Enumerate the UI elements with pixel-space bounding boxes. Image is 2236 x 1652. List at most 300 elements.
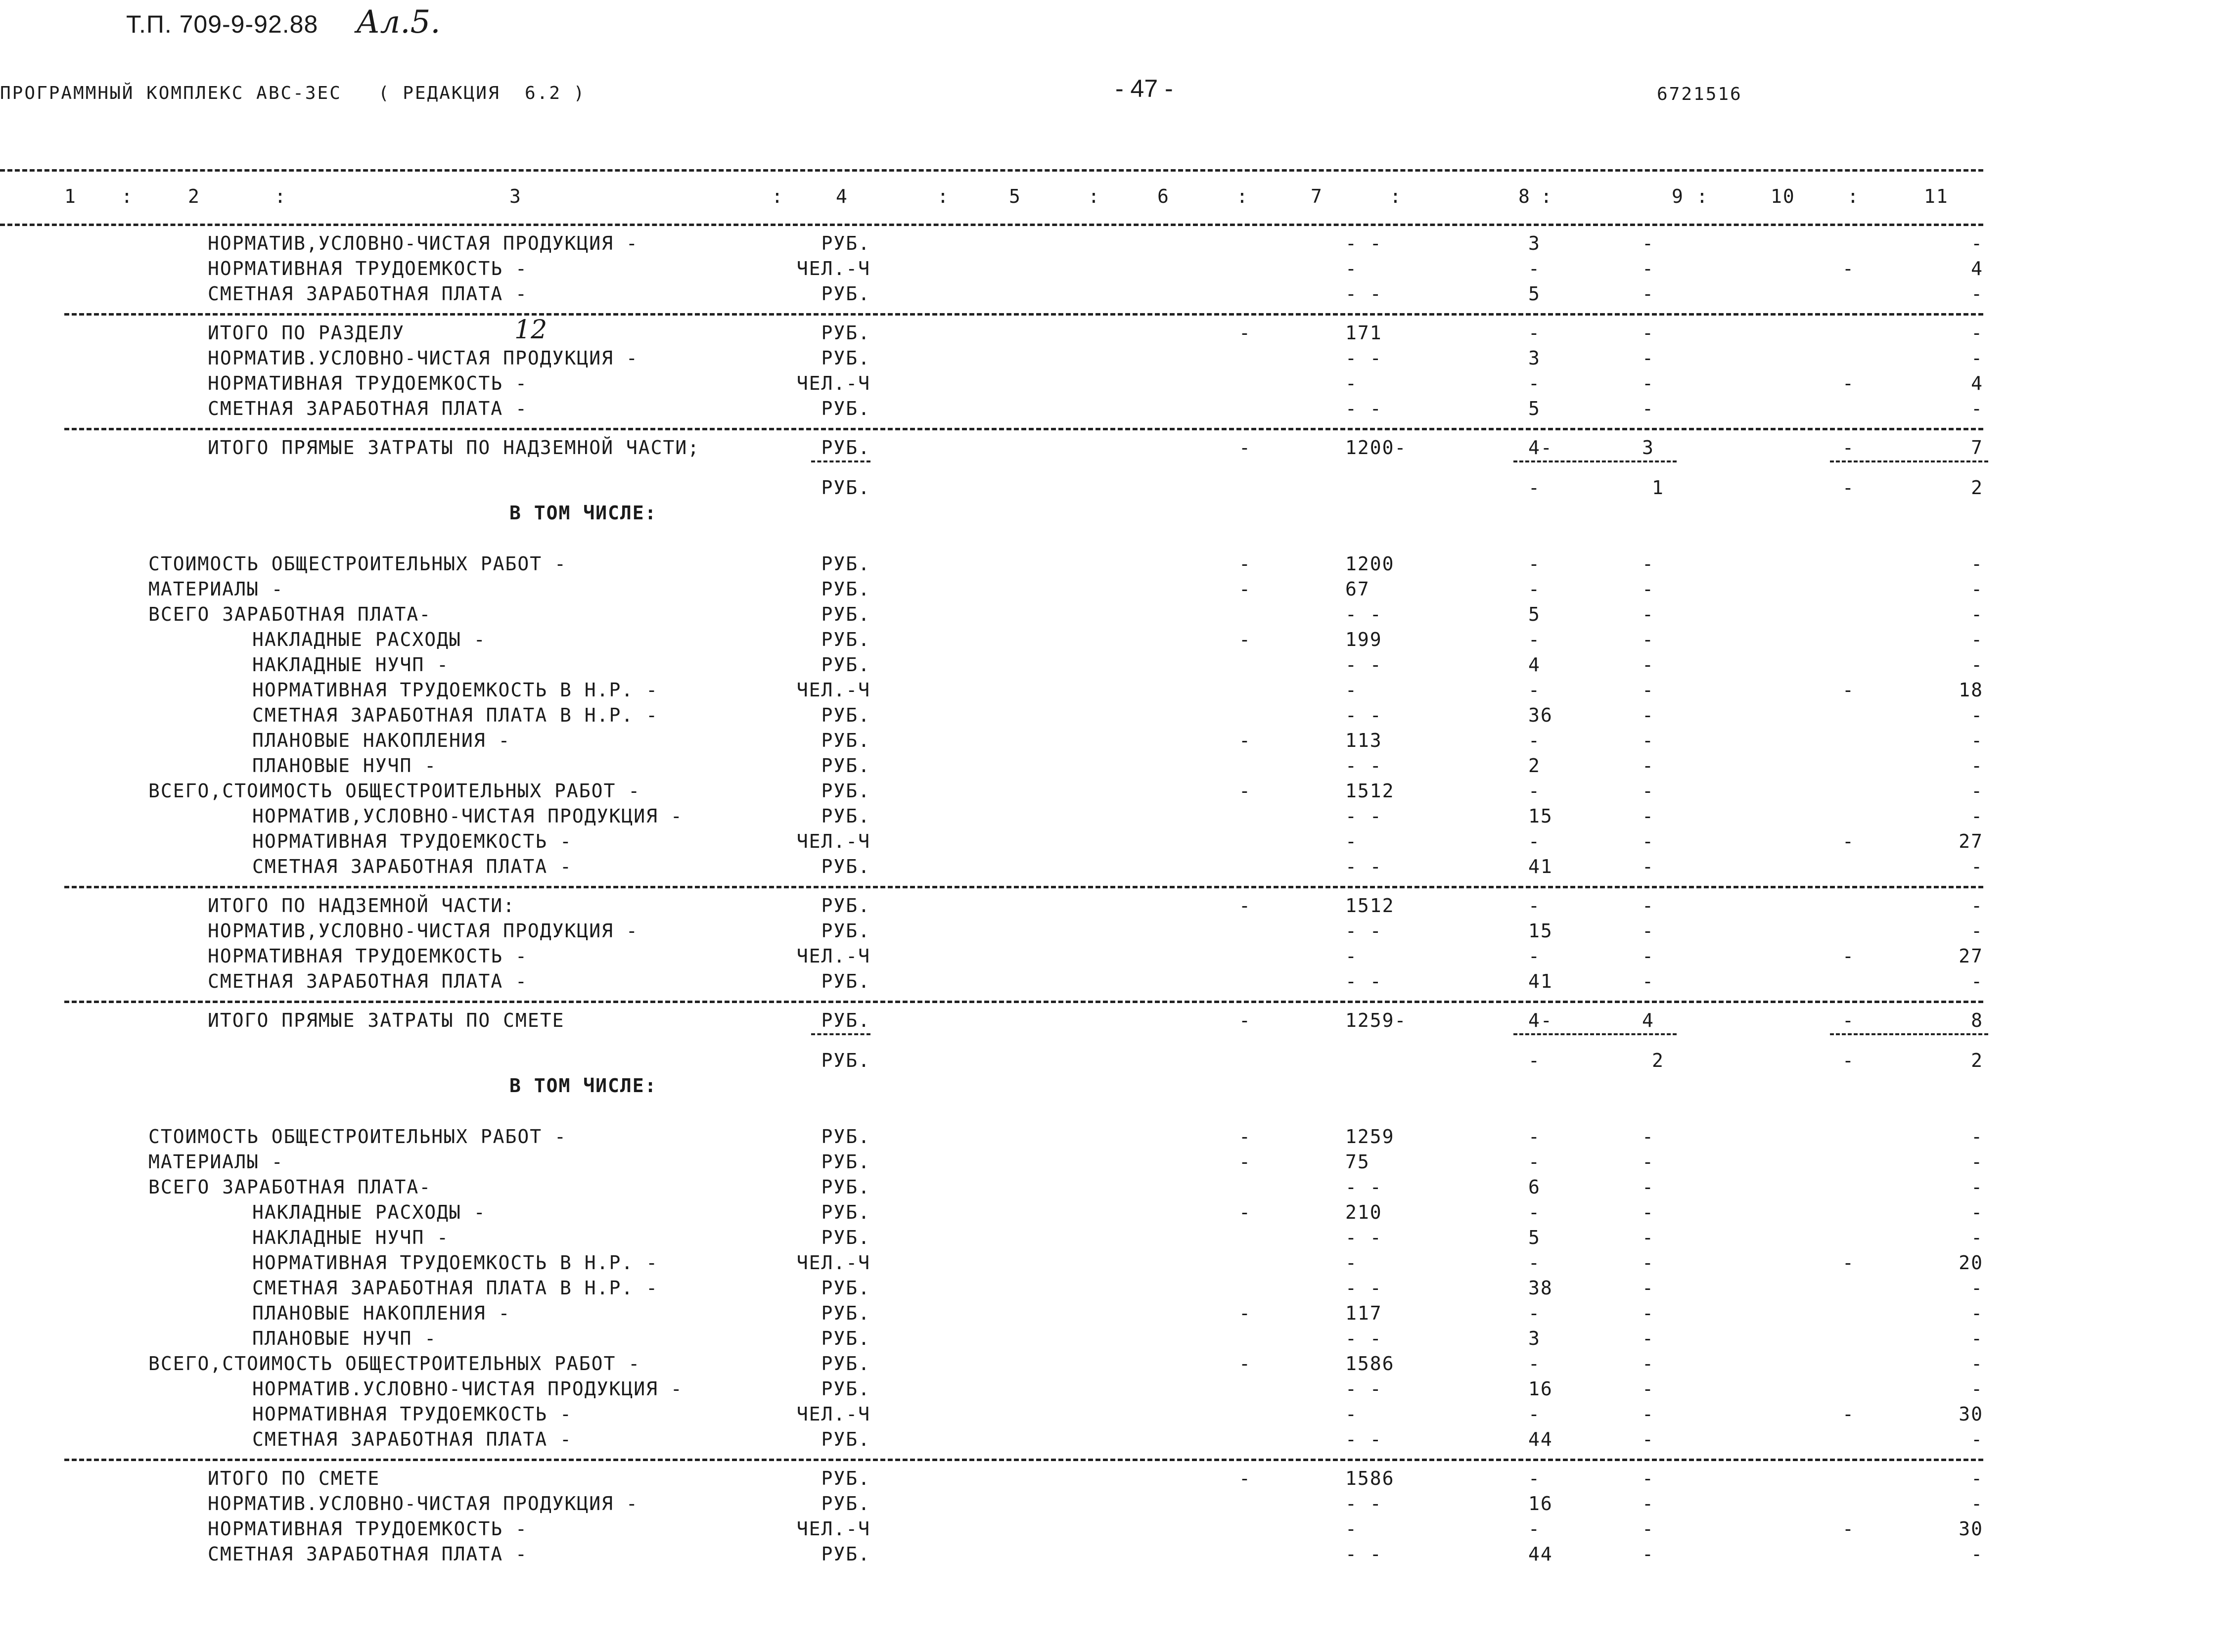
cell-col9: - [1642,1201,1654,1223]
cell-col8: 5 [1528,1227,1541,1248]
cell-col6: - [1239,895,1251,917]
cell-col8: 44 [1528,1543,1553,1565]
cell-col7: 1512 [1345,895,1395,917]
section-subheading: В ТОМ ЧИСЛЕ: [509,502,657,524]
row-label: МАТЕРИАЛЫ - [148,578,284,600]
cell-col9: - [1642,603,1654,625]
row-unit: ЧЕЛ.-Ч [796,1518,870,1540]
cell-col11: - [1971,398,1983,419]
value-underline [1513,1033,1677,1035]
column-separator: : [772,185,784,207]
cell-col7: - [1345,945,1358,967]
cell-col8: 41 [1528,856,1553,877]
row-label: СМЕТНАЯ ЗАРАБОТНАЯ ПЛАТА - [252,1428,572,1450]
cell-col9: - [1642,945,1654,967]
row-unit: РУБ. [821,1378,870,1400]
cell-col7: - - [1345,1543,1382,1565]
row-label: ПЛАНОВЫЕ НАКОПЛЕНИЯ - [252,730,511,751]
cell-col8: 16 [1528,1493,1553,1514]
cell-col11: - [1971,730,1983,751]
row-unit: РУБ. [821,1201,870,1223]
column-number: 4 [836,185,848,207]
row-unit: ЧЕЛ.-Ч [796,372,870,394]
row-label: СМЕТНАЯ ЗАРАБОТНАЯ ПЛАТА - [208,398,528,419]
cell-col11: - [1971,1378,1983,1400]
row-unit: РУБ. [821,730,870,751]
cell-col9: - [1642,856,1654,877]
cell-col11: - [1971,970,1983,992]
column-separator: : [1847,185,1860,207]
cell-col9: - [1642,755,1654,777]
cell-col10: - [1842,477,1855,499]
cell-col11: - [1971,347,1983,369]
cell-col11: 2 [1971,477,1983,499]
row-label: СМЕТНАЯ ЗАРАБОТНАЯ ПЛАТА В Н.Р. - [252,704,658,726]
column-separator: : [1088,185,1100,207]
row-unit: РУБ. [821,654,870,676]
row-label: НАКЛАДНЫЕ РАСХОДЫ - [252,629,486,650]
row-label: ИТОГО ПО РАЗДЕЛУ [208,322,405,344]
cell-col11: - [1971,553,1983,575]
cell-col8: 3 [1528,1328,1541,1349]
row-label: НОРМАТИВНАЯ ТРУДОЕМКОСТЬ - [252,1403,572,1425]
cell-col11: 27 [1959,945,1983,967]
cell-col11: - [1971,1126,1983,1147]
column-separator: : [121,185,134,207]
cell-col7: - - [1345,1493,1382,1514]
cell-col8: 5 [1528,603,1541,625]
cell-col11: - [1971,755,1983,777]
column-number: 10 [1771,185,1795,207]
cell-col8: - [1528,780,1541,802]
cell-col7: - - [1345,1176,1382,1198]
row-label: СМЕТНАЯ ЗАРАБОТНАЯ ПЛАТА В Н.Р. - [252,1277,658,1299]
row-unit: ЧЕЛ.-Ч [796,1403,870,1425]
cell-col7: - - [1345,755,1382,777]
row-label: НАКЛАДНЫЕ НУЧП - [252,1227,450,1248]
column-separator: : [1236,185,1249,207]
cell-col7: - - [1345,805,1382,827]
cell-col11: 27 [1959,830,1983,852]
cell-col7: 1586 [1345,1468,1395,1489]
cell-col11: - [1971,1328,1983,1349]
cell-col11: 30 [1959,1518,1983,1540]
row-unit: РУБ. [821,347,870,369]
column-separator: : [1541,185,1553,207]
value-underline [1830,460,1988,462]
row-unit: РУБ. [821,1328,870,1349]
cell-col6: - [1239,1151,1251,1173]
cell-col8: - [1528,322,1541,344]
cell-col9: - [1642,322,1654,344]
cell-col6: - [1239,553,1251,575]
cell-col7: - - [1345,970,1382,992]
cell-col9: - [1642,1302,1654,1324]
column-number: 3 [509,185,522,207]
cell-col8: - [1528,1403,1541,1425]
cell-col9: - [1642,1493,1654,1514]
row-label: ПЛАНОВЫЕ НАКОПЛЕНИЯ - [252,1302,511,1324]
row-unit: РУБ. [821,603,870,625]
cell-col8: 3 [1528,347,1541,369]
row-label: НОРМАТИВ.УСЛОВНО-ЧИСТАЯ ПРОДУКЦИЯ - [208,1493,639,1514]
cell-col7: - [1345,1403,1358,1425]
cell-col10: - [1842,830,1855,852]
cell-col9: - [1642,372,1654,394]
value-underline [1830,1033,1988,1035]
row-label: НОРМАТИВНАЯ ТРУДОЕМКОСТЬ - [208,258,528,279]
cell-col9: 1 [1652,477,1664,499]
row-unit: РУБ. [821,1493,870,1514]
cell-col7: - [1345,1252,1358,1274]
cell-col10: - [1842,945,1855,967]
cell-col7: - - [1345,704,1382,726]
row-label: НОРМАТИВНАЯ ТРУДОЕМКОСТЬ В Н.Р. - [252,679,658,701]
cell-col7: - - [1345,283,1382,305]
document-stamp: Т.П. 709-9-92.88 [126,10,319,38]
cell-col11: - [1971,1353,1983,1375]
column-number: 1 [64,185,77,207]
cell-col7: 1200 [1345,553,1395,575]
cell-col9: - [1642,553,1654,575]
cell-col11: - [1971,603,1983,625]
row-label: ИТОГО ПО НАДЗЕМНОЙ ЧАСТИ: [208,895,515,917]
column-separator: : [937,185,950,207]
row-unit: РУБ. [821,1010,870,1031]
cell-col8: - [1528,553,1541,575]
cell-col8: - [1528,679,1541,701]
cell-col8: 15 [1528,805,1553,827]
cell-col7: - - [1345,232,1382,254]
cell-col8: - [1528,1302,1541,1324]
cell-col9: 3 [1642,437,1654,459]
cell-col11: - [1971,1277,1983,1299]
unit-underline [811,1033,870,1035]
cell-col9: - [1642,1378,1654,1400]
top-rule [0,169,1983,172]
cell-col7: - [1345,679,1358,701]
row-unit: РУБ. [821,1227,870,1248]
cell-col7: - - [1345,1277,1382,1299]
cell-col8: 38 [1528,1277,1553,1299]
cell-col9: - [1642,730,1654,751]
cell-col7: 113 [1345,730,1382,751]
cell-col9: - [1642,1277,1654,1299]
section-rule [64,313,1983,316]
cell-col11: - [1971,1428,1983,1450]
cell-col9: - [1642,578,1654,600]
cell-col6: - [1239,1201,1251,1223]
cell-col8: - [1528,1050,1541,1071]
cell-col9: - [1642,232,1654,254]
cell-col9: - [1642,1403,1654,1425]
cell-col7: - - [1345,603,1382,625]
cell-col7: 1586 [1345,1353,1395,1375]
row-label: НОРМАТИВ,УСЛОВНО-ЧИСТАЯ ПРОДУКЦИЯ - [208,920,639,942]
cell-col8: - [1528,1252,1541,1274]
row-label: НАКЛАДНЫЕ НУЧП - [252,654,450,676]
row-unit: РУБ. [821,1176,870,1198]
cell-col11: - [1971,1176,1983,1198]
cell-col9: - [1642,1468,1654,1489]
cell-col6: - [1239,437,1251,459]
row-unit: РУБ. [821,553,870,575]
cell-col11: - [1971,895,1983,917]
cell-col9: - [1642,1428,1654,1450]
cell-col7: - - [1345,1227,1382,1248]
cell-col11: - [1971,629,1983,650]
cell-col11: - [1971,232,1983,254]
cell-col6: - [1239,1126,1251,1147]
cell-col7: 1200- [1345,437,1407,459]
row-unit: РУБ. [821,780,870,802]
cell-col9: - [1642,258,1654,279]
row-unit: РУБ. [821,1428,870,1450]
row-label: СМЕТНАЯ ЗАРАБОТНАЯ ПЛАТА - [208,1543,528,1565]
cell-col6: - [1239,1302,1251,1324]
cell-col7: - [1345,1518,1358,1540]
row-unit: РУБ. [821,398,870,419]
cell-col8: - [1528,1126,1541,1147]
row-unit: РУБ. [821,1277,870,1299]
row-unit: РУБ. [821,755,870,777]
cell-col10: - [1842,679,1855,701]
row-label: НОРМАТИВНАЯ ТРУДОЕМКОСТЬ - [208,1518,528,1540]
cell-col8: - [1528,578,1541,600]
value-underline [1513,460,1677,462]
row-label: ИТОГО ПРЯМЫЕ ЗАТРАТЫ ПО СМЕТЕ [208,1010,565,1031]
cell-col10: - [1842,1252,1855,1274]
row-label: ВСЕГО,СТОИМОСТЬ ОБЩЕСТРОИТЕЛЬНЫХ РАБОТ - [148,780,641,802]
cell-col11: 30 [1959,1403,1983,1425]
cell-col8: 2 [1528,755,1541,777]
row-unit: РУБ. [821,1468,870,1489]
row-unit: РУБ. [821,1151,870,1173]
handwritten-sheet-mark: Ал.5. [356,4,441,41]
cell-col6: - [1239,578,1251,600]
column-number: 6 [1157,185,1170,207]
row-unit: РУБ. [821,1353,870,1375]
cell-col7: 1259 [1345,1126,1395,1147]
cell-col9: - [1642,1328,1654,1349]
cell-col11: - [1971,1151,1983,1173]
cell-col7: - - [1345,920,1382,942]
cell-col11: - [1971,920,1983,942]
cell-col7: 75 [1345,1151,1370,1173]
cell-col9: 2 [1652,1050,1664,1071]
row-unit: РУБ. [821,895,870,917]
row-label: НОРМАТИВНАЯ ТРУДОЕМКОСТЬ - [208,945,528,967]
row-unit: ЧЕЛ.-Ч [796,830,870,852]
cell-col9: 4 [1642,1010,1654,1031]
cell-col11: 7 [1971,437,1983,459]
unit-underline [811,460,870,462]
column-number: 8 [1518,185,1531,207]
cell-col7: - - [1345,398,1382,419]
program-title: ПРОГРАММНЫЙ КОМПЛЕКС АВС-3ЕС ( РЕДАКЦИЯ 6.2 ) [0,83,586,103]
section-rule [64,886,1983,888]
cell-col9: - [1642,283,1654,305]
cell-col7: - - [1345,1328,1382,1349]
cell-col8: - [1528,1468,1541,1489]
row-label: ИТОГО ПО СМЕТЕ [208,1468,380,1489]
row-label: МАТЕРИАЛЫ - [148,1151,284,1173]
row-unit: РУБ. [821,629,870,650]
section-rule [64,1001,1983,1003]
row-label: НОРМАТИВ.УСЛОВНО-ЧИСТАЯ ПРОДУКЦИЯ - [252,1378,683,1400]
cell-col10: - [1842,1010,1855,1031]
cell-col11: - [1971,322,1983,344]
cell-col8: 4- [1528,437,1553,459]
cell-col7: - [1345,258,1358,279]
cell-col8: - [1528,372,1541,394]
cell-col10: - [1842,1518,1855,1540]
cell-col11: - [1971,1493,1983,1514]
row-unit: РУБ. [821,1126,870,1147]
cell-col8: - [1528,629,1541,650]
cell-col11: - [1971,1201,1983,1223]
cell-col6: - [1239,1010,1251,1031]
cell-col7: 67 [1345,578,1370,600]
cell-col11: - [1971,805,1983,827]
cell-col8: - [1528,1151,1541,1173]
cell-col8: 16 [1528,1378,1553,1400]
cell-col8: - [1528,1201,1541,1223]
cell-col7: - - [1345,856,1382,877]
cell-col10: - [1842,1050,1855,1071]
column-number: 2 [188,185,200,207]
cell-col7: 199 [1345,629,1382,650]
cell-col8: - [1528,730,1541,751]
row-label: СМЕТНАЯ ЗАРАБОТНАЯ ПЛАТА - [208,970,528,992]
cell-col9: - [1642,629,1654,650]
cell-col11: - [1971,856,1983,877]
cell-col9: - [1642,895,1654,917]
row-unit: РУБ. [821,1543,870,1565]
row-label: СМЕТНАЯ ЗАРАБОТНАЯ ПЛАТА - [208,283,528,305]
cell-col11: 4 [1971,258,1983,279]
cell-col9: - [1642,654,1654,676]
cell-col8: 36 [1528,704,1553,726]
cell-col8: 15 [1528,920,1553,942]
cell-col8: - [1528,1353,1541,1375]
cell-col11: - [1971,1543,1983,1565]
cell-col6: - [1239,780,1251,802]
column-separator: : [1390,185,1402,207]
row-unit: РУБ. [821,970,870,992]
cell-col9: - [1642,1151,1654,1173]
row-label: НОРМАТИВНАЯ ТРУДОЕМКОСТЬ - [208,372,528,394]
cell-col9: - [1642,920,1654,942]
cell-col8: 5 [1528,398,1541,419]
row-label: НОРМАТИВ.УСЛОВНО-ЧИСТАЯ ПРОДУКЦИЯ - [208,347,639,369]
cell-col7: 210 [1345,1201,1382,1223]
cell-col6: - [1239,1353,1251,1375]
cell-col9: - [1642,1543,1654,1565]
row-label: ПЛАНОВЫЕ НУЧП - [252,1328,437,1349]
document-code: 6721516 [1657,84,1742,104]
cell-col7: 1512 [1345,780,1395,802]
cell-col8: - [1528,945,1541,967]
cell-col8: 44 [1528,1428,1553,1450]
row-label: ИТОГО ПРЯМЫЕ ЗАТРАТЫ ПО НАДЗЕМНОЙ ЧАСТИ; [208,437,700,459]
cell-col9: - [1642,1126,1654,1147]
cell-col9: - [1642,679,1654,701]
cell-col8: 5 [1528,283,1541,305]
cell-col8: - [1528,895,1541,917]
cell-col11: - [1971,704,1983,726]
cell-col8: - [1528,258,1541,279]
column-separator: : [274,185,287,207]
row-label: СТОИМОСТЬ ОБЩЕСТРОИТЕЛЬНЫХ РАБОТ - [148,553,567,575]
row-label: СТОИМОСТЬ ОБЩЕСТРОИТЕЛЬНЫХ РАБОТ - [148,1126,567,1147]
cell-col9: - [1642,1252,1654,1274]
column-number: 5 [1009,185,1021,207]
cell-col10: - [1842,437,1855,459]
cell-col8: 4 [1528,654,1541,676]
row-unit: ЧЕЛ.-Ч [796,258,870,279]
cell-col9: - [1642,970,1654,992]
cell-col8: 4- [1528,1010,1553,1031]
row-label: НОРМАТИВ,УСЛОВНО-ЧИСТАЯ ПРОДУКЦИЯ - [252,805,683,827]
row-unit: РУБ. [821,283,870,305]
cell-col10: - [1842,1403,1855,1425]
cell-col9: - [1642,1353,1654,1375]
row-label: НОРМАТИВНАЯ ТРУДОЕМКОСТЬ - [252,830,572,852]
cell-col8: 6 [1528,1176,1541,1198]
column-number: 11 [1924,185,1949,207]
cell-col6: - [1239,629,1251,650]
row-label: НОРМАТИВ,УСЛОВНО-ЧИСТАЯ ПРОДУКЦИЯ - [208,232,639,254]
row-unit: ЧЕЛ.-Ч [796,945,870,967]
row-unit: РУБ. [821,232,870,254]
row-unit: РУБ. [821,477,870,499]
cell-col11: 20 [1959,1252,1983,1274]
row-unit: РУБ. [821,805,870,827]
row-label: СМЕТНАЯ ЗАРАБОТНАЯ ПЛАТА - [252,856,572,877]
row-label: ПЛАНОВЫЕ НУЧП - [252,755,437,777]
cell-col9: - [1642,347,1654,369]
cell-col11: 4 [1971,372,1983,394]
cell-col6: - [1239,1468,1251,1489]
cell-col6: - [1239,322,1251,344]
row-unit: РУБ. [821,920,870,942]
column-number: 7 [1311,185,1323,207]
row-label: ВСЕГО ЗАРАБОТНАЯ ПЛАТА- [148,1176,432,1198]
row-unit: РУБ. [821,437,870,459]
cell-col7: - - [1345,1378,1382,1400]
cell-col11: 2 [1971,1050,1983,1071]
cell-col8: - [1528,1518,1541,1540]
cell-col11: - [1971,283,1983,305]
handwritten-section-number: 12 [514,315,548,345]
row-unit: РУБ. [821,1302,870,1324]
cell-col7: 117 [1345,1302,1382,1324]
cell-col8: - [1528,830,1541,852]
cell-col11: - [1971,1227,1983,1248]
cell-col9: - [1642,1176,1654,1198]
section-rule [64,1459,1983,1461]
row-unit: ЧЕЛ.-Ч [796,679,870,701]
row-unit: ЧЕЛ.-Ч [796,1252,870,1274]
cell-col7: 171 [1345,322,1382,344]
cell-col7: - - [1345,347,1382,369]
cell-col7: 1259- [1345,1010,1407,1031]
cell-col11: 8 [1971,1010,1983,1031]
cell-col11: - [1971,578,1983,600]
cell-col8: 3 [1528,232,1541,254]
cell-col7: - [1345,830,1358,852]
